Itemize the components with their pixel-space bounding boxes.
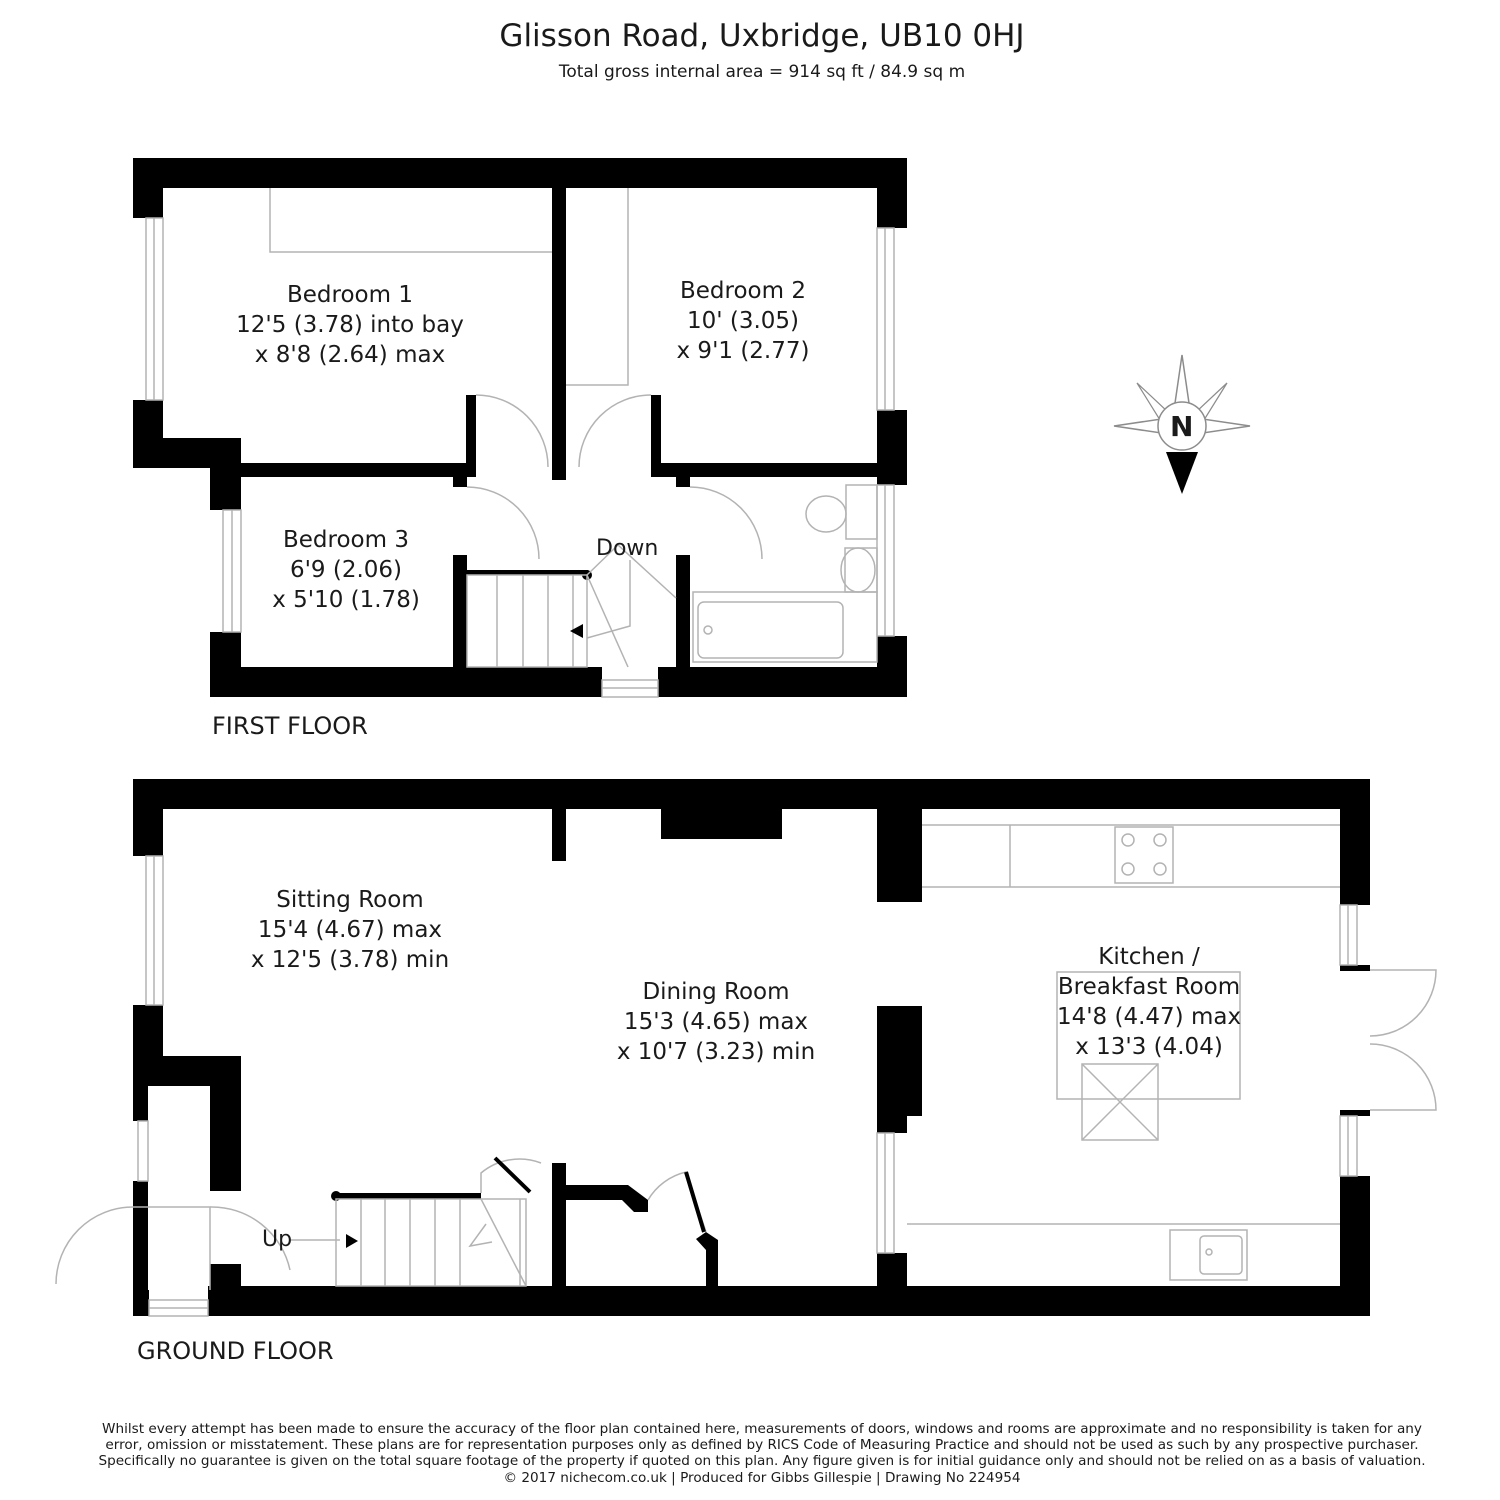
stair-down-label: Down [596,536,659,561]
room-name: Dining Room [642,979,790,1005]
room-dining-room [617,977,815,1067]
first-floor-plan [133,158,907,697]
compass-north-label: N [1170,410,1194,443]
room-dimension: x 5'10 (1.78) [272,587,420,613]
ground-floor-label: GROUND FLOOR [137,1337,334,1365]
disclaimer-line: Whilst every attempt has been made to ensure the accuracy of the floor plan contained here, measurements of doors, windows and rooms are approximate and no responsibility is taken for any [102,1421,1422,1437]
room-bedroom-3 [272,525,420,615]
page-title: Glisson Road, Uxbridge, UB10 0HJ [499,18,1025,54]
first-floor-label: FIRST FLOOR [212,712,368,740]
room-name: Kitchen / [1098,944,1200,970]
room-name-line-2: Breakfast Room [1057,974,1241,1000]
credits-line: © 2017 nichecom.co.uk | Produced for Gibbs Gillespie | Drawing No 224954 [503,1469,1021,1486]
room-dimension: x 13'3 (4.04) [1075,1034,1223,1060]
room-sitting-room [251,885,449,975]
room-name: Sitting Room [276,887,424,913]
room-kitchen-breakfast [1057,942,1241,1062]
room-bedroom-1 [236,280,464,370]
room-name: Bedroom 1 [287,282,413,308]
first-floor-walls [133,158,907,697]
up-arrow-icon [346,1234,358,1248]
room-dimension: 6'9 (2.06) [289,557,403,583]
down-arrow-icon [570,624,583,638]
room-name: Bedroom 2 [680,278,806,304]
room-dimension: x 12'5 (3.78) min [250,947,450,973]
stair-up-label: Up [262,1227,293,1252]
room-dimension: x 10'7 (3.23) min [616,1039,816,1065]
room-dimension: x 9'1 (2.77) [676,338,810,364]
disclaimer-footer [92,1421,1432,1486]
room-name: Bedroom 3 [283,527,409,553]
room-bedroom-2 [677,276,810,366]
room-dimension: x 8'8 (2.64) max [254,342,446,368]
room-dimension: 12'5 (3.78) into bay [236,312,464,338]
area-subtitle: Total gross internal area = 914 sq ft / 84.9 sq m [558,62,966,82]
room-dimension: 14'8 (4.47) max [1056,1004,1242,1030]
room-dimension: 15'4 (4.67) max [257,917,443,943]
disclaimer-line: Specifically no guarantee is given on the total square footage of the property if quoted on this plan. Any figure given is for initial guidance only and should not be relied on as a basis of valuation. [98,1453,1426,1470]
disclaimer-line: error, omission or misstatement. These plans are for representation purposes only as defined by RICS Code of Measuring Practice and should not be used as such by any prospective purchaser. [105,1437,1419,1454]
room-dimension: 10' (3.05) [686,308,800,334]
room-dimension: 15'3 (4.65) max [623,1009,809,1035]
